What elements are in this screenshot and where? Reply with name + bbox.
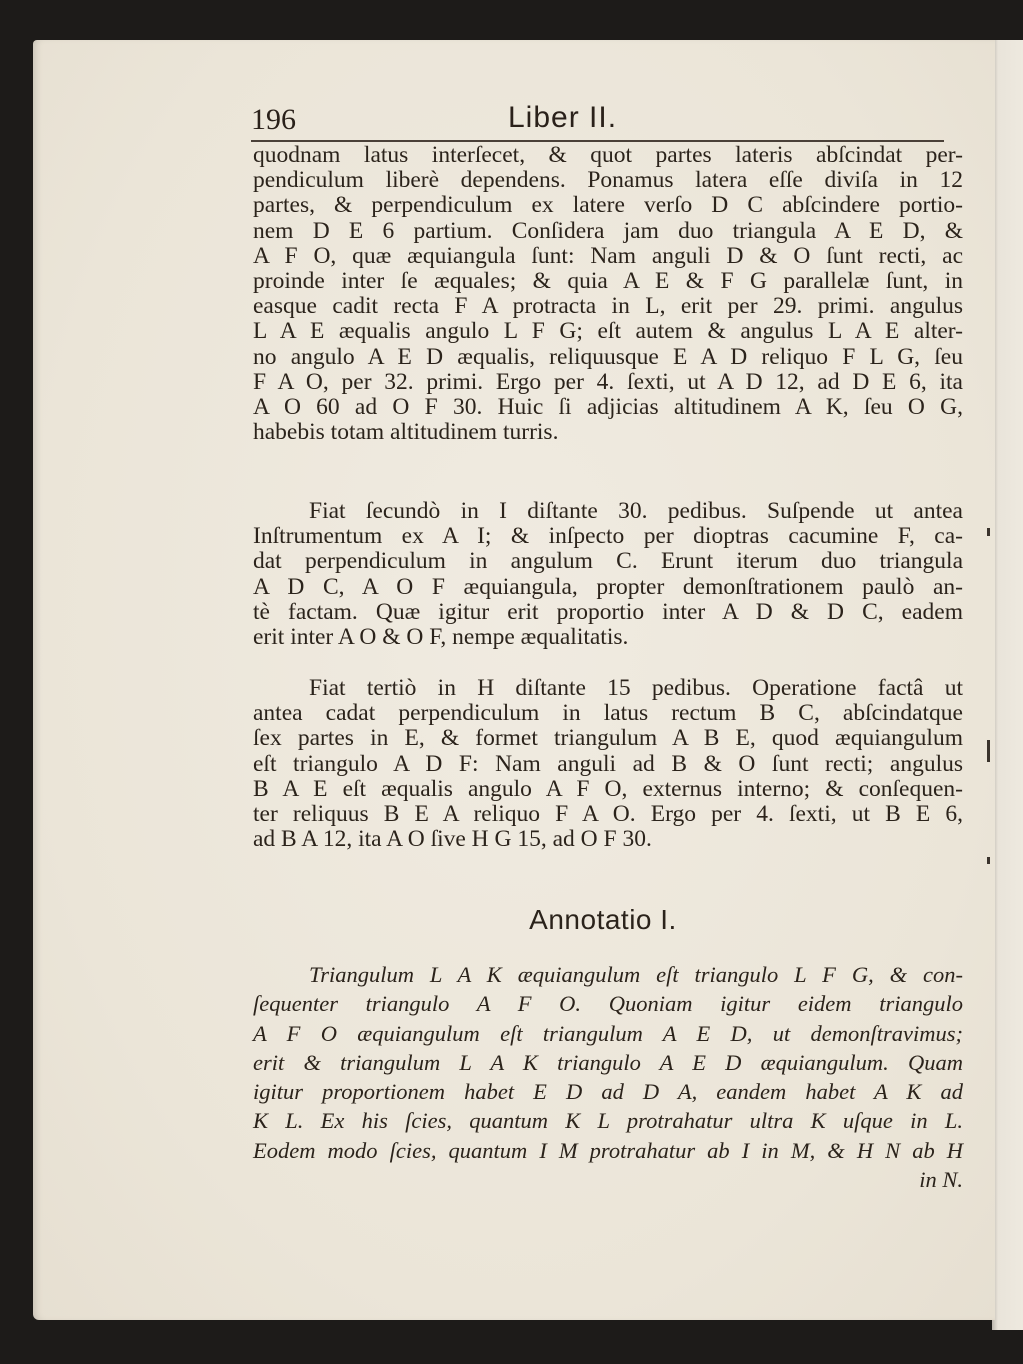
text-line: L A E æqualis angulo L F G; eſt autem & angulus L A E alter- xyxy=(253,318,963,345)
text-line: erit inter A O & O F, nempe æqualitatis. xyxy=(253,623,629,650)
running-head xyxy=(251,101,951,141)
text-line: ſex partes in E, & formet triangulum A B E, quod æquiangulum xyxy=(253,725,963,752)
adjacent-page-edge xyxy=(992,40,1023,1330)
ink-speck xyxy=(987,528,990,536)
page-number: 196 xyxy=(251,103,296,136)
text-line: tè factam. Quæ igitur erit proportio inter A D & D C, eadem xyxy=(253,598,963,625)
text-line: no angulo A E D æqualis, reliquusque E A D reliquo F L G, ſeu xyxy=(253,343,963,370)
text-line: in N. xyxy=(919,1167,963,1193)
text-line: Inſtrumentum ex A I; & inſpecto per dioptras cacumine F, ca- xyxy=(253,523,963,550)
text-line: A O 60 ad O F 30. Huic ſi adjicias altitudinem A K, ſeu O G, xyxy=(253,393,963,420)
running-title: Liber II. xyxy=(508,101,618,134)
text-line: proinde inter ſe æquales; & quia A E & F G parallelæ ſunt, in xyxy=(253,267,963,294)
text-line: antea cadat perpendiculum in latus rectum B C, abſcindatque xyxy=(253,700,963,727)
text-line: erit & triangulum L A K triangulo A E D æquiangulum. Quam xyxy=(253,1049,963,1075)
text-line: A D C, A O F æquiangula, propter demonſtrationem paulò an- xyxy=(253,573,963,600)
text-line: Fiat ſecundò in I diſtante 30. pedibus. Suſpende ut antea xyxy=(309,498,963,524)
text-line: igitur proportionem habet E D ad D A, eandem habet A K ad xyxy=(253,1079,963,1105)
text-line: quodnam latus interſecet, & quot partes lateris abſcindat per- xyxy=(253,142,963,168)
section-heading: Annotatio I. xyxy=(529,904,677,935)
text-line: A F O, quæ æquiangula ſunt: Nam anguli D & O ſunt recti, ac xyxy=(253,242,963,269)
text-line: habebis totam altitudinem turris. xyxy=(253,419,559,446)
text-line: Eodem modo ſcies, quantum I M protrahatur ab I in M, & H N ab H xyxy=(253,1137,963,1163)
annotation-paragraph xyxy=(253,960,963,1194)
text-line: ad B A 12, ita A O ſive H G 15, ad O F 30. xyxy=(253,826,652,853)
text-line: Triangulum L A K æquiangulum eſt triangulo L F G, & con- xyxy=(309,962,963,987)
paragraph-2 xyxy=(253,499,963,650)
ink-speck xyxy=(987,740,990,762)
text-line: partes, & perpendiculum ex latere verſo D C abſcindere portio- xyxy=(253,192,963,219)
text-line: B A E eſt æqualis angulo A F O, externus interno; & conſequen- xyxy=(253,775,963,802)
text-line: easque cadit recta F A protracta in L, erit per 29. primi. angulus xyxy=(253,293,963,320)
text-line: pendiculum liberè dependens. Ponamus latera eſſe diviſa in 12 xyxy=(253,167,963,194)
paragraph-1 xyxy=(253,143,963,445)
text-line: A F O æquiangulum eſt triangulum A E D, ut demonſtravimus; xyxy=(253,1020,963,1046)
text-line: eſt triangulo A D F: Nam anguli ad B & O ſunt recti; angulus xyxy=(253,750,963,777)
text-line: Fiat tertiò in H diſtante 15 pedibus. Operatione factâ ut xyxy=(309,675,963,701)
text-line: K L. Ex his ſcies, quantum K L protrahatur ultra K uſque in L. xyxy=(253,1108,963,1134)
paragraph-3 xyxy=(253,676,963,852)
text-line: F A O, per 32. primi. Ergo per 4. ſexti, ut A D 12, ad D E 6, ita xyxy=(253,368,963,395)
ink-speck xyxy=(987,857,990,864)
text-line: dat perpendiculum in angulum C. Erunt iterum duo triangula xyxy=(253,548,963,575)
text-line: ter reliquus B E A reliquo F A O. Ergo per 4. ſexti, ut B E 6, xyxy=(253,800,963,827)
text-line: nem D E 6 partium. Conſidera jam duo triangula A E D, & xyxy=(253,217,963,244)
text-line: ſequenter triangulo A F O. Quoniam igitur eidem triangulo xyxy=(253,991,963,1017)
